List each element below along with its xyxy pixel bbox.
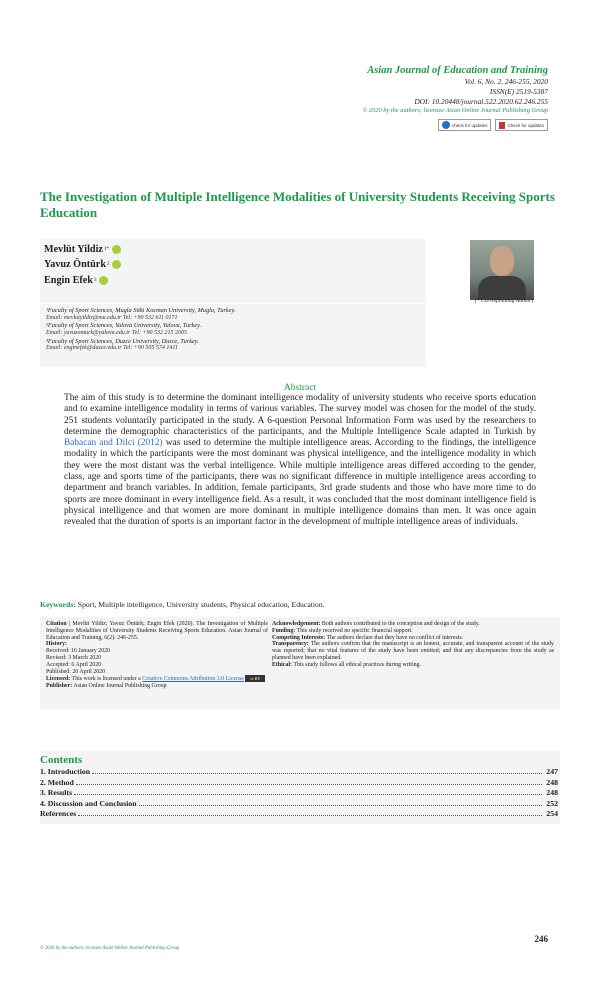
orcid-icon[interactable] (112, 245, 121, 254)
ack-label: Acknowledgement: (272, 621, 321, 627)
toc-page: 248 (546, 777, 558, 787)
footer-copyright: © 2020 by the authors; licensee Asian Online Journal Publishing Group (40, 946, 180, 951)
crossmark-icon (442, 121, 450, 129)
journal-header (362, 64, 548, 116)
publisher (46, 683, 268, 690)
journal-copyright: © 2020 by the authors; licensee Asian Online Journal Publishing Group (362, 107, 548, 115)
cc-by-icon[interactable]: cc BY (245, 675, 265, 682)
keywords-label: Keywords: (40, 600, 76, 609)
toc-page: 252 (546, 798, 558, 808)
toc-leader (76, 784, 542, 785)
badges (438, 119, 548, 131)
photo-face (490, 246, 514, 276)
toc-leader (139, 805, 542, 806)
author-3 (44, 273, 426, 288)
journal-name[interactable]: Asian Journal of Education and Training (367, 65, 548, 76)
author-1 (44, 242, 426, 257)
affiliation-1: ¹Faculty of Sport Sciences, Mugla Sitki Kocman University, Mugla, Turkey. (46, 307, 236, 314)
info-left-column (46, 621, 268, 690)
abstract-reference-link[interactable]: Babacan and Dilci (2012) (64, 438, 163, 449)
toc-label: 1. Introduction (40, 767, 91, 776)
abstract-text-1: The aim of this study is to determine the dominant intelligence modality of university students who receive sports education and to examine intelligence modality in terms of various variables. The survey model was chosen for the model of the study. 251 students voluntarily participated in the study. A 6-question Personal Information Form was used by the researchers to determine the demographic characteristics of the participants, and the Multiple Intelligence Scale adapted in Turkish by (64, 393, 536, 437)
license-link[interactable]: Creative Commons Attribution 3.0 License (142, 676, 244, 683)
corresponding-author-label: (* Corresponding Author) (474, 298, 534, 304)
info-right-column (272, 621, 554, 669)
toc-label: 2. Method (40, 777, 74, 787)
author-sup: 1* (103, 247, 109, 252)
affiliations-box (40, 304, 426, 367)
acknowledgement (272, 621, 554, 628)
accepted-date: Accepted: 6 April 2020 (46, 661, 102, 668)
page-number: 246 (534, 934, 548, 944)
abstract-heading: Abstract (283, 383, 317, 393)
transparency (272, 641, 554, 661)
affiliation-3: ³Faculty of Sport Sciences, Duzce University, Duzce, Turkey. (46, 337, 199, 345)
toc-label: 4. Discussion and Conclusion (40, 798, 137, 808)
funding-label: Funding: (272, 627, 296, 634)
author-photo (470, 240, 534, 300)
journal-issn: ISSN(E) 2519-5387 (489, 86, 548, 96)
toc-item-method[interactable] (40, 778, 560, 789)
contents-box (40, 751, 560, 824)
toc-leader (92, 773, 542, 774)
toc-label: References (40, 809, 77, 819)
journal-doi[interactable]: DOI: 10.20448/journal.522.2020.62.246.255 (414, 96, 548, 106)
published-date: Published: 20 April 2020 (46, 668, 106, 675)
author-sup: 3 (93, 277, 97, 283)
scholar-icon (499, 122, 505, 129)
publisher-label: Publisher: (46, 683, 73, 690)
crossmark-label: check for updates (451, 122, 488, 128)
licensed-text: This work is licensed under a (71, 676, 141, 683)
publisher-text: Asian Online Journal Publishing Group (73, 683, 167, 690)
orcid-icon[interactable] (112, 260, 121, 269)
ethical-label: Ethical: (272, 661, 292, 668)
license (46, 675, 268, 683)
keywords-text: Sport, Multiple intelligence, University students, Physical education, Education. (77, 600, 325, 609)
toc-page: 248 (546, 788, 558, 798)
article-title: The Investigation of Multiple Intelligence Modalities of University Students Receiving Sports Education (40, 189, 555, 220)
author-name: Yavuz Öntürk (44, 259, 106, 271)
revised-date: Revised: 3 March 2020 (46, 654, 102, 661)
citation-text: | Mevlüt Yildiz; Yavuz Öntürk; Engin Efek (2020). The Investigation of Multiple Intelligence Modalities of University Students Receiving Sports Education. Asian Journal of Education and Training, 6(2): 246-255. (46, 621, 268, 641)
history-label: History: (46, 641, 67, 648)
citation-label: Citation (46, 621, 67, 627)
affiliation-2-email[interactable]: Email: yavuzonturk@yalova.edu.tr Tel: +90 532 215 2005 (46, 329, 187, 336)
toc-item-introduction[interactable] (40, 767, 560, 778)
journal-volume: Vol. 6, No. 2, 246-255, 2020 (464, 77, 548, 86)
scholar-label: Check for updates (507, 122, 544, 128)
transparency-text: The authors confirm that the manuscript is an honest, accurate, and transparent account of the study was reported; that no vital features of the study have been omitted; and that any discrepancies from the study as planned have been explained. (272, 641, 554, 661)
received-date: Received: 16 January 2020 (46, 648, 110, 655)
toc-page: 254 (546, 809, 558, 819)
ethical-text: This study follows all ethical practices during writing. (293, 661, 421, 668)
keywords (40, 600, 560, 610)
funding-text: This study received no specific financial support. (296, 627, 413, 634)
author-name: Engin Efek (44, 274, 93, 286)
toc-item-results[interactable] (40, 788, 560, 799)
funding (272, 628, 554, 635)
ack-text: Both authors contributed to the conception and design of the study. (321, 621, 480, 627)
authors-box (40, 239, 426, 303)
orcid-icon[interactable] (99, 276, 108, 285)
citation (46, 621, 268, 641)
abstract-text-2: was used to determine the multiple intelligence areas. According to the findings, the intelligence modality in which the participants were the most dominant was physical intelligence, and the intelligence modality in which they were the most distant was the verbal intelligence. While multiple intelligence areas differed according to the gender, class, age and sports time of the participants, there was no significant difference in multiple intelligence areas according to department and branch variables. In addition, female participants, 3rd grade students and those who have more time to do sports are more dominant in every intelligence field. As a result, it was concluded that the most dominant intelligence field is physical intelligence and that women are more dominant in multiple intelligence domains than men. It was once again revealed that the duration of sports is an important factor in the development of multiple intelligence areas of individuals. (64, 438, 536, 528)
affiliation-2: ²Faculty of Sport Sciences, Yalova University, Yalova, Turkey. (46, 322, 202, 330)
toc-item-discussion[interactable] (40, 799, 560, 810)
toc-leader (78, 815, 542, 816)
toc-leader (74, 794, 542, 795)
toc-page: 247 (546, 767, 558, 776)
abstract-body (64, 393, 536, 529)
scholar-badge[interactable] (495, 119, 548, 131)
competing-text: The authors declare that they have no conflict of interests. (326, 634, 464, 641)
article-info-box (40, 617, 560, 710)
competing-label: Competing Interests: (272, 634, 326, 641)
transparency-label: Transparency: (272, 641, 309, 648)
author-name: Mevlüt Yildiz (44, 244, 103, 255)
author-2 (44, 257, 426, 272)
affiliation-1-email[interactable]: Email: mevlutyildiz@mu.edu.tr Tel: +90 532 611 0171 (46, 314, 178, 321)
ethical (272, 662, 554, 669)
contents-heading: Contents (40, 754, 83, 766)
photo-shirt (478, 276, 526, 300)
licensed-label: Licensed: (46, 676, 71, 683)
affiliation-3-email[interactable]: Email: enginefek@duzce.edu.tr Tel: +90 505 574 1411 (46, 345, 178, 352)
crossmark-badge[interactable] (438, 119, 492, 131)
toc-item-references[interactable] (40, 809, 560, 820)
author-sup: 2 (106, 262, 110, 268)
toc-label: 3. Results (40, 788, 73, 798)
